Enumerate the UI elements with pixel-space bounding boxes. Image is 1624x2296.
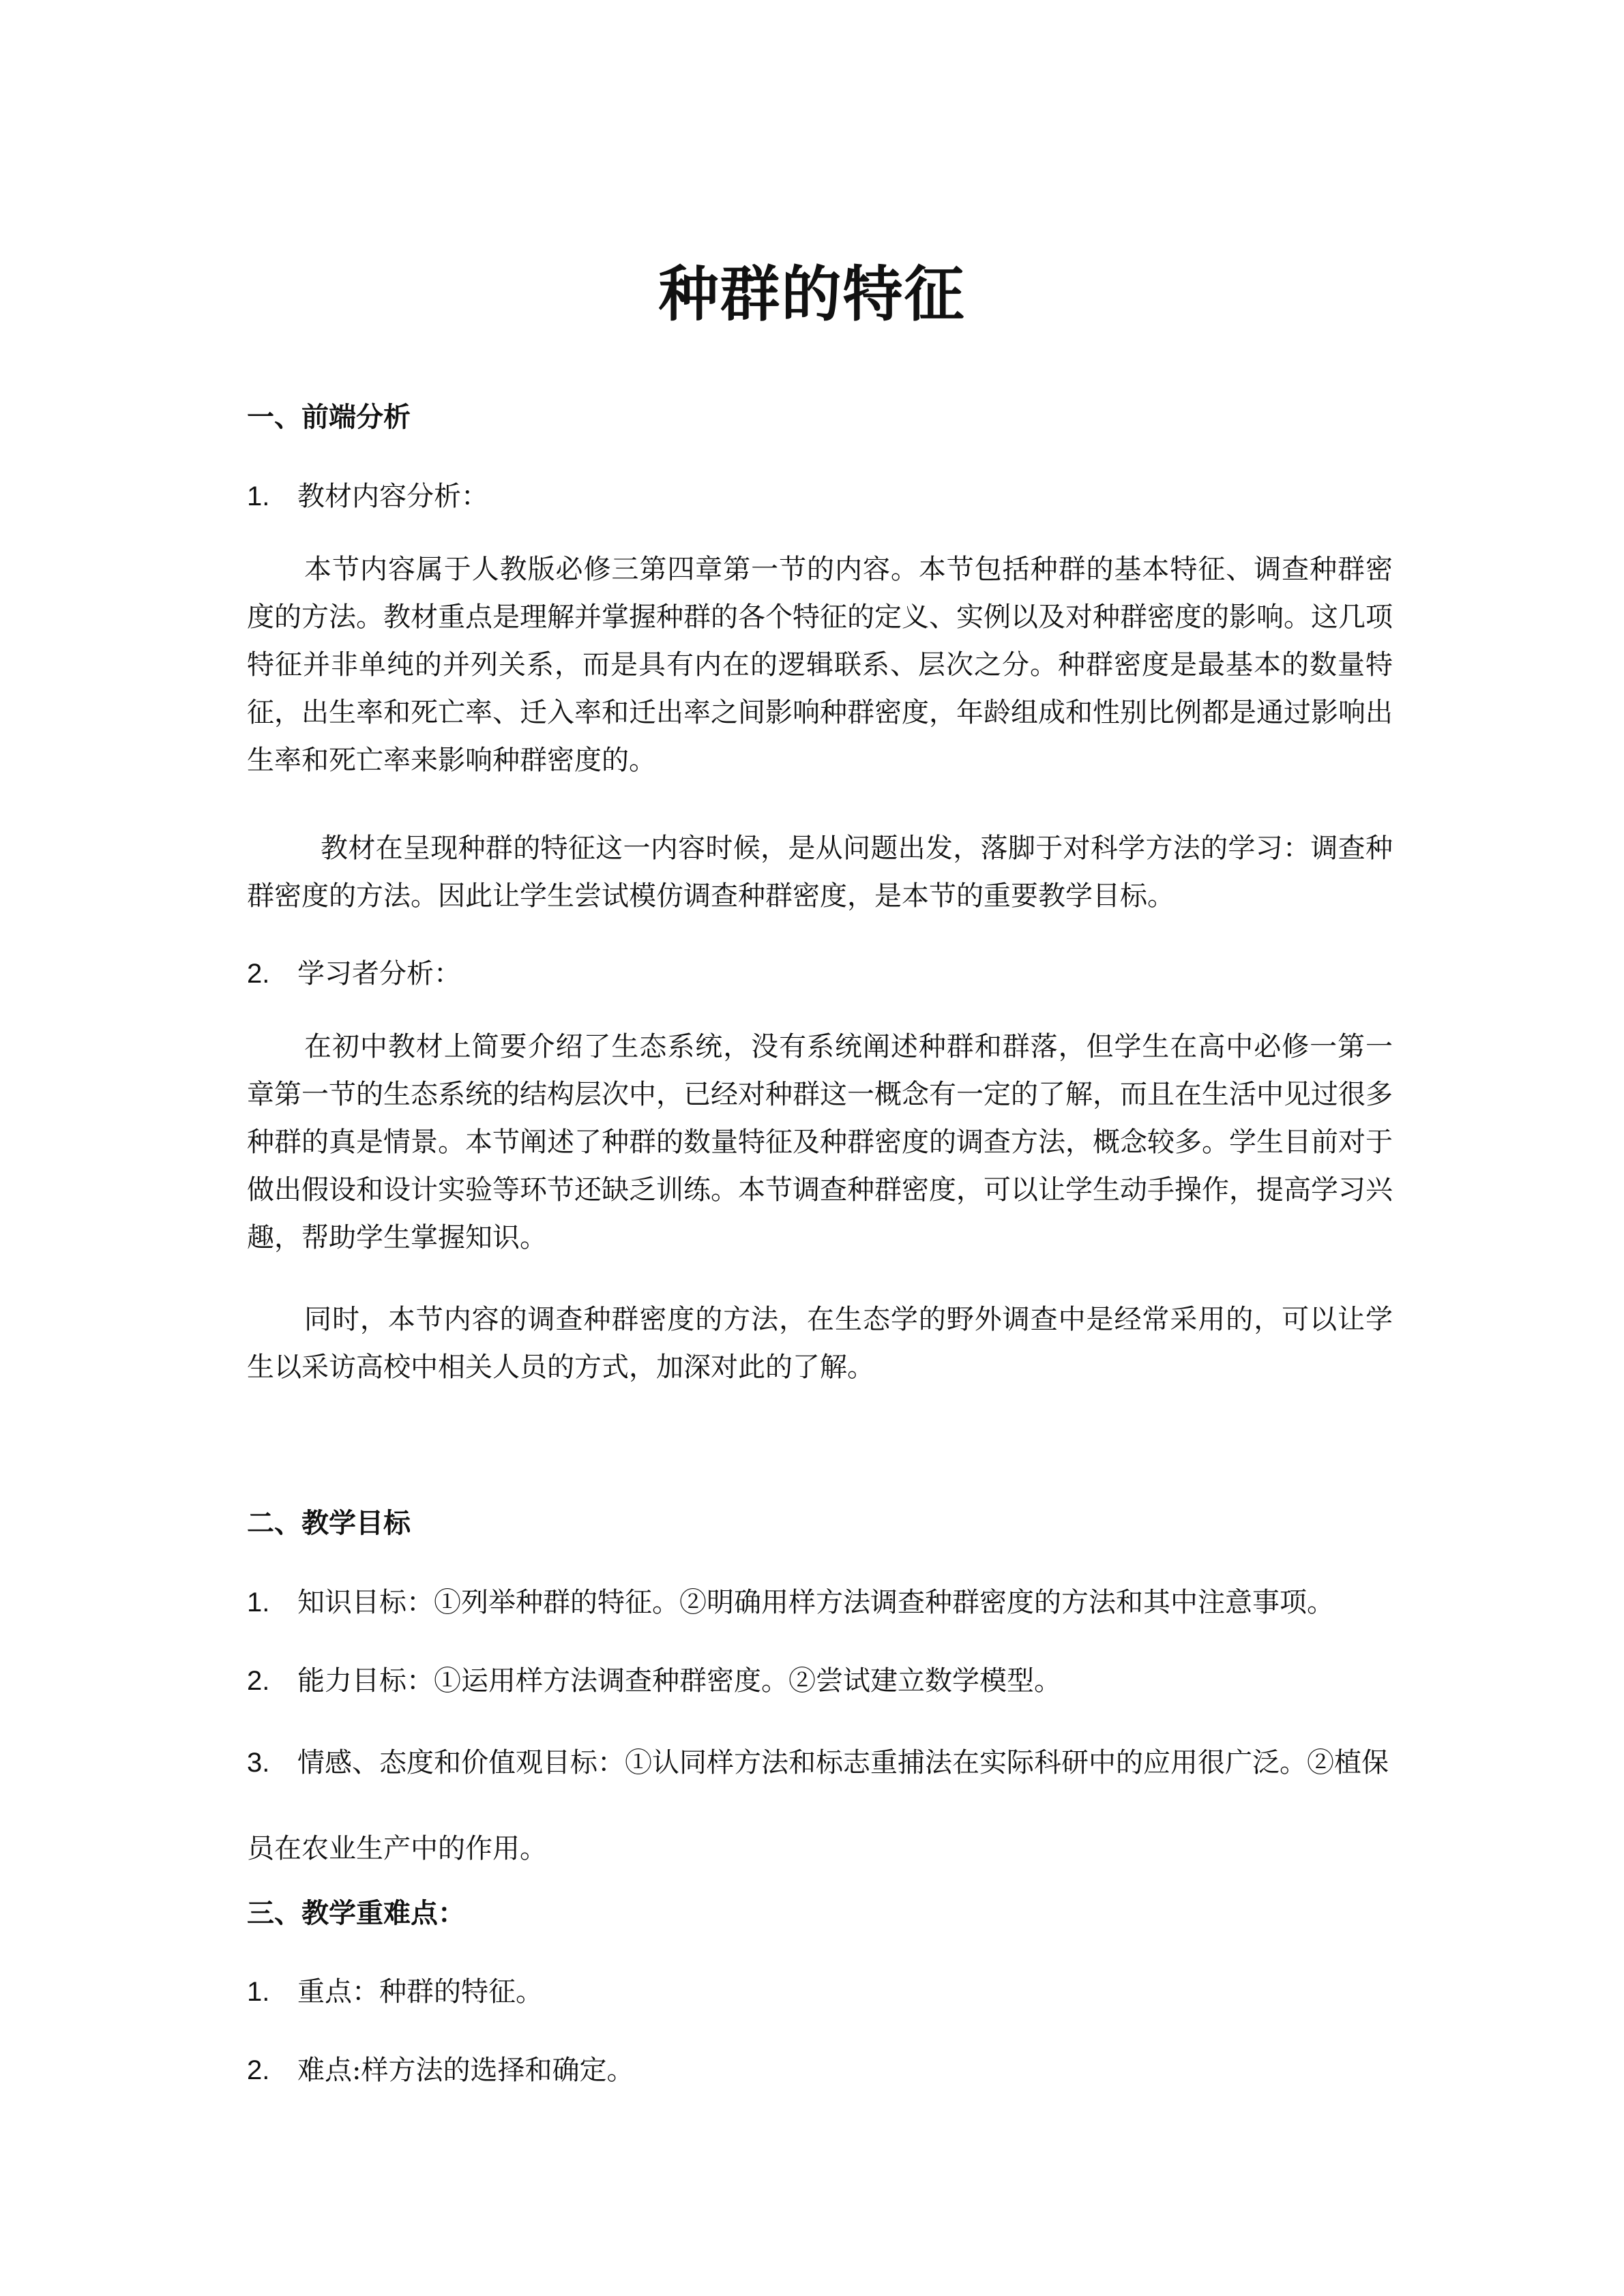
list-item-number: 2. [247,959,270,989]
paragraph: 同时，本节内容的调查种群密度的方法，在生态学的野外调查中是经常采用的，可以让学生以采访高校中相关人员的方式，加深对此的了解。 [247,1304,1393,1383]
list-item-number: 1. [247,1587,270,1617]
list-item-label: 学习者分析： [297,958,461,989]
list-item-number: 2. [247,2055,270,2085]
list-item-number: 2. [247,1666,270,1696]
list-item [247,1720,1393,1892]
list-item [247,1662,1393,1700]
document-title: 种群的特征 [658,259,966,329]
list-item-number: 1. [247,481,270,511]
list-item-text: 知识目标：①列举种群的特征。②明确用样方法调查种群密度的方法和其中注意事项。 [297,1587,1334,1618]
list-item-number: 1. [247,1977,270,2007]
paragraph: 教材在呈现种群的特征这一内容时候，是从问题出发，落脚于对科学方法的学习：调查种群密度的方法。因此让学生尝试模仿调查种群密度，是本节的重要教学目标。 [247,833,1393,912]
list-item [247,477,1393,516]
list-item-text: 能力目标：①运用样方法调查种群密度。②尝试建立数学模型。 [297,1665,1061,1697]
list-item-number: 3. [247,1748,270,1778]
list-item [247,2051,1393,2089]
section-heading-goals: 二、教学目标 [247,1508,411,1539]
list-item [247,1973,1393,2011]
section-heading-key-points: 三、教学重难点： [247,1898,465,1929]
list-item [247,955,1393,993]
section-heading-analysis: 一、前端分析 [247,402,411,433]
list-item-text: 难点:样方法的选择和确定。 [297,2055,634,2086]
list-item [247,1583,1393,1622]
paragraph: 在初中教材上简要介绍了生态系统，没有系统阐述种群和群落，但学生在高中必修一第一章第一节的生态系统的结构层次中，已经对种群这一概念有一定的了解，而且在生活中见过很多种群的真是情景。本节阐述了种群的数量特征及种群密度的调查方法，概念较多。学生目前对于做出假设和设计实验等环节还缺乏训练。本节调查种群密度，可以让学生动手操作，提高学习兴趣，帮助学生掌握知识。 [247,1031,1393,1253]
paragraph: 本节内容属于人教版必修三第四章第一节的内容。本节包括种群的基本特征、调查种群密度的方法。教材重点是理解并掌握种群的各个特征的定义、实例以及对种群密度的影响。这几项特征并非单纯的并列关系，而是具有内在的逻辑联系、层次之分。种群密度是最基本的数量特征，出生率和死亡率、迁入率和迁出率之间影响种群密度，年龄组成和性别比例都是通过影响出生率和死亡率来影响种群密度的。 [247,554,1393,776]
list-item-label: 教材内容分析： [297,481,488,512]
list-item-text: 情感、态度和价值观目标：①认同样方法和标志重捕法在实际科研中的应用很广泛。②植保员在农业生产中的作用。 [247,1747,1389,1864]
list-item-text: 重点：种群的特征。 [297,1976,543,2008]
